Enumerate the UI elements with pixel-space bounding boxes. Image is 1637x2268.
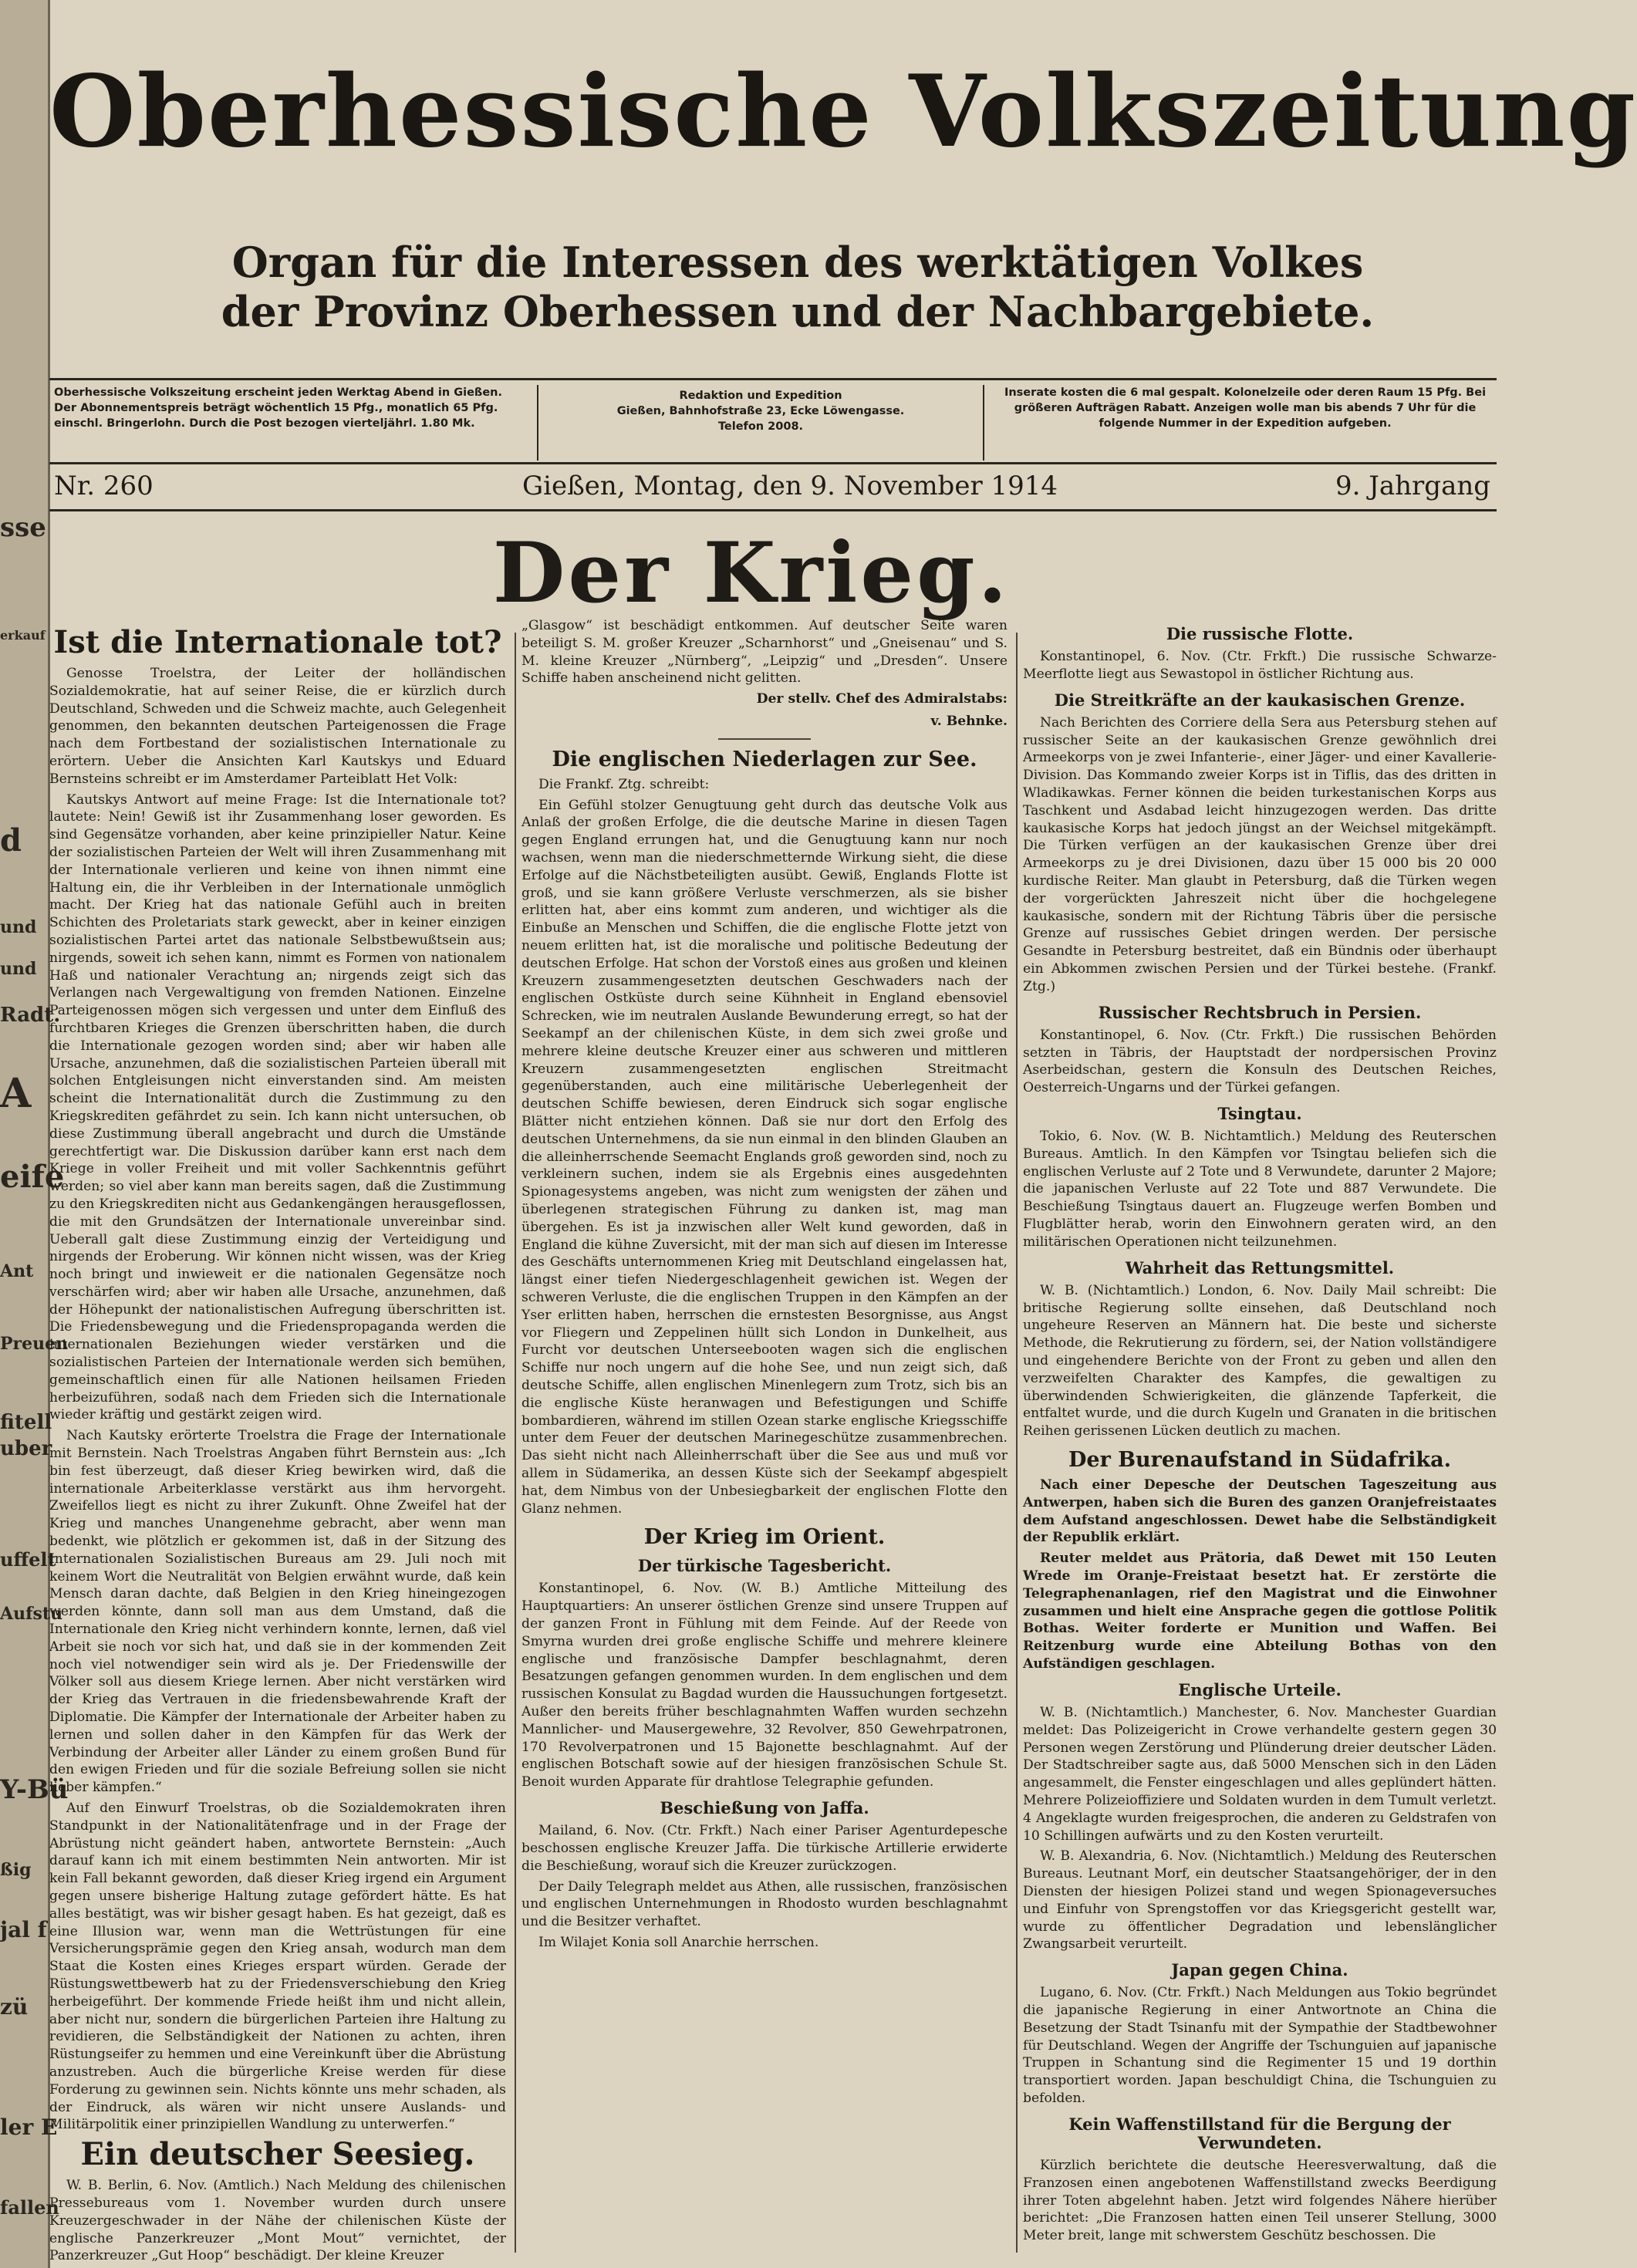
edge-fragment: eife <box>0 1159 65 1195</box>
edge-fragment: ßig <box>0 1860 32 1880</box>
edge-fragment: und <box>0 917 37 937</box>
main-headline: Der Krieg. <box>492 525 1011 622</box>
article-paragraph: Genosse Troelstra, der Leiter der holländischen Sozialdemokratie, hat auf seiner Reise, die er kürzlich durch Deutschland, Schweden und die Schweiz machte, auch Gelegenheit genommen, den bekannten deutschen Parteigenossen die Frage nach dem Fortbestand der sozialistischen Internationale zu erörtern. Ueber die Ansichten Karl Kautskys und Eduard Bernsteins schreibt er im Amsterdamer Parteiblatt Het Volk: <box>49 666 506 787</box>
edge-fragment: uber <box>0 1437 52 1460</box>
article-paragraph: Konstantinopel, 6. Nov. (W. B.) Amtliche Mitteilung des Hauptquartiers: An unserer östlichen Grenze sind unsere Truppen auf der ganzen Front in Fühlung mit dem Feinde. Auf der Reede von Smyrna wurden drei große englische Schiffe und mehrere kleinere englische und französische Dampfer beschlagnahmt, deren Besatzungen gefangen genommen wurden. In dem englischen und dem russischen Konsulat zu Bagdad wurden die Haussuchungen fortgesetzt. Außer den bereits früher beschlagnahmten Waffen wurden sechzehn Mannlicher- und Mausergewehre, 32 Revolver, 850 Gewehrpatronen, 170 Revolverpatronen und 15 Bajonette beschlagnahmt. Auf der englischen Botschaft sowie auf der hiesigen französischen Schule St. Benoit wurden Apparate für drahtlose Telegraphie gefunden. <box>521 1581 1008 1790</box>
article-paragraph: Auf den Einwurf Troelstras, ob die Sozialdemokraten ihren Standpunkt in der Nationalitätenfrage und in der Frage der Abrüstung nicht geändert haben, antwortete Bernstein: „Auch darauf kann ich mit einem bestimmten Nein antworten. Mir ist kein Fall bekannt geworden, daß dieser Krieg irgend ein Argument gegen unsere bisherige Haltung zutage gefördert hätte. Es hat alles bestätigt, was wir bisher gesagt haben. Es hat gezeigt, daß es eine Illusion war, wenn man die Wettrüstungen für eine Versicherungsprämie gegen den Krieg ansah, wodurch man dem Staat die Kosten eines Krieges erspart würden. Gerade der Rüstungswettbewerb hat zu der Friedensverschiebung den Krieg herbeigeführt. Der kommende Friede heißt ihm und nicht allein, aber nicht nur, sondern die bürgerlichen Parteien ihre Haltung zu revidieren, die Selbständigkeit der Nationen zu achten, ihren Rüstungseifer zu hemmen und eine Vereinkunft über die Abrüstung anzustreben. Auch die bürgerliche Kreise werden für diese Forderung zu gewinnen sein. Nichts könnte uns mehr schaden, als der Eindruck, als wären wir nicht unsere Auslands- und Militärpolitik einer prinzipiellen Wandlung zu unterwerfen.“ <box>49 1801 506 2133</box>
article-paragraph: Konstantinopel, 6. Nov. (Ctr. Frkft.) Die russische Schwarze-Meerflotte liegt aus Sewastopol in östlicher Richtung aus. <box>1023 649 1497 682</box>
article-paragraph: Lugano, 6. Nov. (Ctr. Frkft.) Nach Meldungen aus Tokio begründet die japanische Regierung in einer Antwortnote an China die Besetzung der Stadt Tsinanfu mit der Sympathie der Stadtbewohner für Deutschland. Wegen der Angriffe der Tschunguien auf japanische Truppen in Schantung sind die Regimenter 15 und 19 dorthin transportiert worden. Japan beschuldigt China, die Tschunguien zu befolden. <box>1023 1985 1497 2107</box>
article-heading: Der Burenaufstand in Südafrika. <box>1068 1447 1451 1472</box>
issue-date: Gießen, Montag, den 9. November 1914 <box>521 471 1058 501</box>
article-paragraph: Kürzlich berichtete die deutsche Heeresverwaltung, daß die Franzosen einen angebotenen Waffenstillstand zwecks Beerdigung ihrer Toten abgelehnt haben. Jetzt wird folgendes Nähere hierüber berichtet: „Die Franzosen hatten einen Teil unserer Stellung, 3000 Meter breit, lange mit schwerstem Geschütz beschossen. Die <box>1023 2158 1497 2244</box>
advertising-info: Inserate kosten die 6 mal gespalt. Kolonelzeile oder deren Raum 15 Pfg. Bei größeren Aufträgen Rabatt. Anzeigen wolle man bis abends 7 Uhr für die folgende Nummer in der Expedition aufgeben. <box>1004 386 1487 430</box>
article-paragraph: „Glasgow“ ist beschädigt entkommen. Auf deutscher Seite waren beteiligt S. M. großer Kreuzer „Scharnhorst“ und „Gneisenau“ und S. M. kleine Kreuzer „Nürnberg“, „Leipzig“ und „Dresden“. Unsere Schiffe haben anscheinend nicht gelitten. <box>521 618 1008 687</box>
article-paragraph: Konstantinopel, 6. Nov. (Ctr. Frkft.) Die russischen Behörden setzten in Täbris, der Hauptstadt der nordpersischen Provinz Aserbeidschan, gestern die Konsuln des Deutschen Reiches, Oesterreich-Ungarns und der Türkei gefangen. <box>1023 1027 1497 1096</box>
article-paragraph: Nach Kautsky erörterte Troelstra die Frage der Internationale mit Bernstein. Nach Troelstras Angaben führt Bernstein aus: „Ich bin fest überzeugt, daß dieser Krieg bewirken wird, daß die internationale Arbeiterklasse verstärkt aus ihm hervorgeht. Zweifellos liegt es nicht zu ihrer Zukunft. Ohne Zweifel hat der Krieg und manches Unangenehme gebracht, aber wenn man bedenkt, wie plötzlich er gekommen ist, daß in der Sitzung des Internationalen Sozialistischen Bureaus am 29. Juli noch mit keinem Wort die Neutralität von Belgien erwähnt wurde, daß kein Mensch daran dachte, daß Belgien in den Krieg hineingezogen werden könnte, dann soll man aus dem Umstand, daß die Internationale den Krieg nicht verhindern konnte, lernen, daß viel Arbeit sie noch vor sich hat, und daß sie in der kommenden Zeit noch viel notwendiger sein wird als je. Der Friedenswille der Völker soll aus diesem Kriege lernen. Aber nicht verstärken wird der Krieg das Vertrauen in die friedensbewahrende Kraft der Diplomatie. Die Kämpfer der Internationale der Arbeiter haben zu lernen und sollen daher in den Kämpfen für das Werk der Verbindung der Arbeiter aller Länder zu einem großen Bund für den ewigen Frieden und für die soziale Befreiung sollen sie nicht lieber kämpfen.“ <box>49 1428 506 1796</box>
article-heading: Kein Waffenstillstand für die Bergung der Verwundeten. <box>1068 2114 1451 2152</box>
section-divider <box>718 738 811 740</box>
article-paragraph: Mailand, 6. Nov. (Ctr. Frkft.) Nach einer Pariser Agenturdepesche beschossen englische Kreuzer Jaffa. Die türkische Artillerie erwiderte die Beschießung, worauf sich die Kreuzer zurückzogen. <box>521 1823 1008 1874</box>
article-signature: v. Behnke. <box>930 713 1008 729</box>
subscription-info: Oberhessische Volkszeitung erscheint jeden Werktag Abend in Gießen. Der Abonnementspreis beträgt wöchentlich 15 Pfg., monatlich 65 Pfg. einschl. Bringerlohn. Durch die Post bezogen vierteljährl. 1.80 Mk. <box>54 386 502 430</box>
article-heading: Der Krieg im Orient. <box>643 1525 886 1550</box>
article-heading: Tsingtau. <box>1217 1103 1302 1123</box>
article-paragraph: Kautskys Antwort auf meine Frage: Ist die Internationale tot? lautete: Nein! Gewiß ist ihr Zusammenhang loser geworden. Es sind Gegensätze vorhanden, aber keine prinzipieller Natur. Keine der sozialistischen Parteien der Welt will ihren Zusammenhang mit der Internationale verlieren und keine von ihnen nimmt eine Haltung ein, die ihr Verbleiben in der Internationale unmöglich macht. Der Krieg hat das nationale Gefühl auch in breiten Schichten des Proletariats stark geweckt, aber in keiner einzigen sozialistischen Partei artet das nationale Selbstbewußtsein aus; nirgends, soweit ich sehen kann, nimmt es Formen von nationalem Haß und nationaler Verachtung an; nirgends zeigt sich das Verlangen nach Vergewaltigung von fremden Nationen. Einzelne Parteigenossen mögen sich vergessen und unter dem Einfluß des furchtbaren Krieges die Grenzen überschritten haben, die durch die Internationale gezogen worden sind; aber wir haben alle Ursache, anzunehmen, daß die sozialistischen Parteien überall mit solchen Entgleisungen nicht einverstanden sind. Am meisten scheint die Internationalität durch die Zustimmung zu den Kriegskrediten gefährdet zu sein. Ich kann nicht untersuchen, ob diese Zustimmung überall angebracht und durch die Umstände gerechtfertigt war. Die Diskussion darüber kann erst nach dem Kriege in voller Freiheit und mit voller Sachkenntnis geführt werden; so viel aber kann man bereits sagen, daß die Zustimmung zu den Kriegskrediten nicht aus Gedankengängen herausgeflossen, die mit den Grundsätzen der Internationale unvereinbar sind. Ueberall galt diese Zustimmung einzig der Verteidigung und nirgends der Eroberung. Wir können nicht wissen, was der Krieg noch bringt und inwieweit er die nationalen Gegensätze noch verschärfen wird; aber wir haben alle Ursache, anzunehmen, daß der Höhepunkt der nationalistischen Aufregung überschritten ist. Die Friedensbewegung und die Friedenspropaganda werden die internationalen Beziehungen wieder verstärken und die sozialistischen Parteien der Internationale werden sich bemühen, gemeinschaftlich einen für alle Nationen heilsamen Frieden herbeizuführen, sodaß nach dem Frieden sich die Internationale wieder kräftig und gestärkt zeigen wird. <box>49 791 506 1423</box>
masthead-subtitle: der Provinz Oberhessen und der Nachbargebiete. <box>221 287 1375 336</box>
article-heading: Russischer Rechtsbruch in Persien. <box>1098 1002 1422 1022</box>
article-heading: Wahrheit das Rettungsmittel. <box>1125 1257 1395 1277</box>
article-paragraph: W. B. Berlin, 6. Nov. (Amtlich.) Nach Meldung des chilenischen Pressebureaus vom 1. November wurden durch unsere Kreuzergeschwader in der Nähe der chilenischen Küste der englische Panzerkreuzer „Mont Mout“ vernichtet, der Panzerkreuzer „Gut Hoop“ beschädigt. Der kleine Kreuzer <box>49 2178 506 2264</box>
issue-number: Nr. 260 <box>54 471 154 501</box>
article-heading: Die russische Flotte. <box>1166 624 1354 643</box>
masthead-subtitle: Organ für die Interessen des werktätigen Volkes <box>231 238 1364 287</box>
article-subheading: Beschießung von Jaffa. <box>660 1798 869 1818</box>
adjacent-page-strip <box>0 0 69 2268</box>
column-divider <box>1016 633 1018 2253</box>
edge-fragment: jal f <box>0 1917 47 1942</box>
editorial-office-phone: Telefon 2008. <box>717 420 804 433</box>
article-paragraph: Nach Berichten des Corriere della Sera aus Petersburg stehen auf russischer Seite an der kaukasischen Grenze gewöhnlich drei Armeekorps von je zwei Infanterie-, einer Jäger- und einer Kavallerie-Division. Das Kommando zweier Korps ist in Tiflis, das des dritten in Wladikawkas. Ferner können die beiden turkestanischen Korps aus Taschkent und Asdabad leicht hinzugezogen werden. Das dritte kaukasische Korps hat jedoch jüngst an der Weichsel mitgekämpft. Die Türken verfügen an der kaukasischen Grenze über drei Armeekorps zu je drei Divisionen, dazu über 15 000 bis 20 000 kurdische Reiter. Man glaubt in Petersburg, daß die Türken wegen der vorgerückten Jahreszeit nicht über die hochgelegene kaukasische, sondern mit der Richtung Täbris über die persische Grenze auf russisches Gebiet dringen werden. Der persische Gesandte in Petersburg bestreitet, daß ein Bündnis oder überhaupt ein Abkommen zwischen Persien und der Türkei bestehe. (Frankf. Ztg.) <box>1023 714 1497 994</box>
article-paragraph: W. B. Alexandria, 6. Nov. (Nichtamtlich.) Meldung des Reuterschen Bureaus. Leutnant Morf, ein deutscher Staatsangehöriger, der in den Diensten der hiesigen Polizei stand und wegen Spionageversuches und Einfuhr von Sprengstoffen vor das Kriegsgericht gestellt war, wurde zu öffentlicher Degradation und lebenslänglicher Zwangsarbeit verurteilt. <box>1023 1848 1497 1952</box>
edge-fragment: und <box>0 959 37 979</box>
article-paragraph: Der Daily Telegraph meldet aus Athen, alle russischen, französischen und englischen Unternehmungen in Rhodosto wurden beschlagnahmt und die Besitzer verhaftet. <box>521 1878 1008 1930</box>
edge-fragment: Aufstu <box>0 1604 63 1624</box>
article-paragraph: W. B. (Nichtamtlich.) Manchester, 6. Nov. Manchester Guardian meldet: Das Polizeigericht in Crowe verhandelte gestern gegen 30 Personen wegen Zerstörung und Plünderung dreier deutscher Läden. Der Stadtschreiber sagte aus, daß 5000 Menschen sich in den Läden angesammelt, die Fenster eingeschlagen und alles geplündert hätten. Mehrere Polizeioffiziere und Soldaten wurden in dem Tumult verletzt. 4 Angeklagte wurden freigesprochen, die anderen zu Geldstrafen von 10 Schillingen aufwärts und zu den Kosten verurteilt. <box>1023 1704 1497 1844</box>
editorial-office-info <box>537 385 984 461</box>
edge-fragment: d <box>0 822 22 859</box>
publication-info-strip <box>49 378 1497 464</box>
newspaper-page <box>49 0 1637 2268</box>
article-heading: Ist die Internationale tot? <box>53 624 502 660</box>
edge-fragment: zü <box>0 1994 29 2020</box>
column-1 <box>49 624 506 2264</box>
article-paragraph: Die Frankf. Ztg. schreibt: <box>538 776 710 792</box>
article-subheading: Der türkische Tagesbericht. <box>637 1556 892 1576</box>
article-heading: Die englischen Niederlagen zur See. <box>552 747 977 771</box>
edge-fragment: sse <box>0 512 46 543</box>
dateline <box>49 463 1497 511</box>
masthead-title: Oberhessische Volkszeitung <box>49 54 1637 170</box>
article-paragraph: Reuter meldet aus Prätoria, daß Dewet mit 150 Leuten Wrede im Oranje-Freistaat besetzt hat. Er zerstörte die Telegraphenanlagen, rief den Magistrat und die Einwohner zusammen und hielt eine Ansprache gegen die gottlose Politik Bothas. Weiter forderte er Munition und Waffen. Bei Reitzenburg wurde eine Abteilung Bothas von den Aufständigen geschlagen. <box>1023 1551 1497 1672</box>
edge-fragment: ler E <box>0 2114 58 2140</box>
article-paragraph: W. B. (Nichtamtlich.) London, 6. Nov. Daily Mail schreibt: Die britische Regierung sollte einsehen, daß Deutschland noch ungeheure Reserven an Männern hat. Die beste und sicherste Methode, die Rekrutierung zu fördern, sei, der Nation vollständigere und eingehendere Berichte von der Front zu geben und allen den verzweifelten Charakter des Kampfes, die gewaltigen zu überwindenden Schwierigkeiten, die glänzende Tapferkeit, die entfaltet wurde, und die durch Kugeln und Granaten in die britischen Reihen gerissenen Lücken deutlich zu machen. <box>1023 1282 1497 1439</box>
column-3 <box>1023 617 1497 2253</box>
edge-fragment: A <box>0 1070 32 1117</box>
article-heading: Ein deutscher Seesieg. <box>80 2136 475 2173</box>
edge-fragment: fallen <box>0 2196 59 2219</box>
article-heading: Die Streitkräfte an der kaukasischen Grenze. <box>1054 690 1466 710</box>
edge-fragment: Ant <box>0 1261 34 1281</box>
column-2 <box>521 617 1008 2253</box>
article-paragraph: Im Wilajet Konia soll Anarchie herrschen. <box>538 1934 819 1950</box>
edge-fragment: Radt. <box>0 1004 61 1027</box>
volume-number: 9. Jahrgang <box>1335 471 1490 501</box>
column-divider <box>515 633 516 2253</box>
edge-fragment: Preuen <box>0 1334 69 1354</box>
article-paragraph: Tokio, 6. Nov. (W. B. Nichtamtlich.) Meldung des Reuterschen Bureaus. Amtlich. In den Kämpfen vor Tsingtau beliefen sich die englischen Verluste auf 2 Tote und 8 Verwundete, darunter 2 Majore; die japanischen Verluste auf 22 Tote und 887 Verwundete. Die Beschießung Tsingtaus dauert an. Flugzeuge werfen Bomben und Flugblätter herab, worin den Einwohnern geraten wird, an den militärischen Operationen nicht teilzunehmen. <box>1023 1129 1497 1250</box>
article-subheading: Englische Urteile. <box>1178 1679 1342 1699</box>
edge-fragment: uffelt <box>0 1548 56 1571</box>
article-heading: Japan gegen China. <box>1171 1960 1348 1980</box>
editorial-office-address: Gießen, Bahnhofstraße 23, Ecke Löwengasse. <box>616 405 905 417</box>
edge-fragment: fitell <box>0 1411 52 1434</box>
editorial-office-heading: Redaktion und Expedition <box>679 390 842 402</box>
edge-fragment: erkauf <box>0 628 46 643</box>
article-signature: Der stellv. Chef des Admiralstabs: <box>756 691 1008 707</box>
article-paragraph: Nach einer Depesche der Deutschen Tageszeitung aus Antwerpen, haben sich die Buren des ganzen Oranjefreistaates dem Aufstand angeschlossen. Dewet habe die Selbständigkeit der Republik erklärt. <box>1023 1477 1497 1546</box>
article-paragraph: Ein Gefühl stolzer Genugtuung geht durch das deutsche Volk aus Anlaß der großen Erfolge, die die deutsche Marine in diesen Tagen gegen England errungen hat, und die Genugtuung kann nur noch wachsen, wenn man die niederschmetternde Wirkung sieht, die diese Erfolge auf die Nächstbeteiligten ausübt. Gewiß, Englands Flotte ist groß, und sie kann größere Verluste verschmerzen, als sie bisher erlitten hat, aber eins kommt zum anderen, und wichtiger als die Einbuße an Menschen und Schiffen, die die englische Flotte jetzt von neuem erlitten hat, ist die moralische und politische Bedeutung der deutschen Erfolge. Hat schon der Vorstoß eines aus großen und kleinen Kreuzern zusammengesetzten deutschen Geschwaders nach der englischen Ostküste durch seine Kühnheit in England ebensoviel Schrecken, wie im neutralen Auslande Bewunderung erregt, so hat der Seekampf an der chilenischen Küste, in dem sich zwei große und mehrere kleine deutsche Kreuzer einer aus schweren und mittleren Kreuzern zusammengesetzten englischen Streitmacht gegenüberstanden, auch eine militärische Ueberlegenheit der deutschen Schiffe bewiesen, deren Eindruck sich sogar englische Blätter nicht entziehen können. Daß sie nur dort den Erfolg des deutschen Unternehmens, da sie nun einmal in den blinden Glauben an die alleinherrschende Seemacht Englands groß geworden sind, noch zu verkleinern suchen, indem sie als Ergebnis eines ausgedehnten Spionagesystems angeben, was nicht zum wenigsten der zähen und überlegenen strategischen Führung zu danken ist, mag man übergehen. Es ist ja inzwischen aller Welt kund geworden, daß in England die kühne Zuversicht, mit der man sich auf diesen im Interesse des Geschäfts unternommenen Krieg mit Deutschland eingelassen hat, längst einer tiefen Niedergeschlagenheit gewichen ist. Wegen der schweren Verluste, die die englischen Truppen in den Kämpfen an der Yser erlitten haben, herrschen die ernstesten Besorgnisse, aus Angst vor Fliegern und Zeppelinen hüllt sich London in Dunkelheit, aus Furcht vor deutschen Unterseebooten wagen sich die englischen Schiffe nur noch ungern auf die hohe See, und nun zeigt sich, daß deutsche Schiffe, allen englischen Minenlegern zum Trotz, sich bis an die englische Küste heranwagen und Befestigungen und Schiffe bombardieren, während im stillen Ozean starke englische Kriegsschiffe unter dem Feuer der deutschen Marinegeschütze zusammenbrechen. Das sieht nicht nach Alleinherrschaft über die See aus und muß vor allem in Südamerika, an dessen Küste sich der Seekampf abgespielt hat, dem Nimbus von der Unbesiegbarkeit der englischen Flotte den Glanz nehmen. <box>521 797 1008 1517</box>
edge-fragment: Y-Bü <box>0 1774 69 1805</box>
